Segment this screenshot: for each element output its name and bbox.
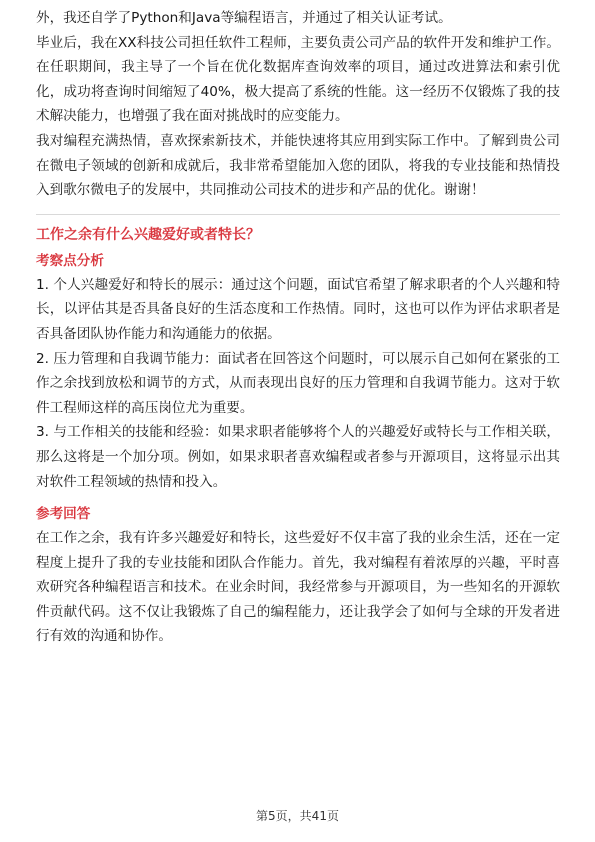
intro-paragraph-2: 毕业后，我在XX科技公司担任软件工程师，主要负责公司产品的软件开发和维护工作。在任职期间，我主导了一个旨在优化数据库查询效率的项目，通过改进算法和索引优化，成功将查询时间缩短了40%，极大提高了系统的性能。这一经历不仅锻炼了我的技术解决能力，也增强了我在面对挑战时的应变能力。 (36, 34, 560, 125)
document-page (36, 6, 560, 649)
intro-paragraph-3: 我对编程充满热情，喜欢探索新技术，并能快速将其应用到实际工作中。了解到贵公司在微电子领域的创新和成就后，我非常希望能加入您的团队，将我的专业技能和热情投入到歌尔微电子的发展中，共同推动公司技术的进步和产品的优化。谢谢！ (36, 132, 560, 199)
page-number-footer: 第5页，共41页 (256, 809, 339, 823)
answer-paragraph-1: 在工作之余，我有许多兴趣爱好和特长，这些爱好不仅丰富了我的业余生活，还在一定程度上提升了我的专业技能和团队合作能力。首先，我对编程有着浓厚的兴趣，平时喜欢研究各种编程语言和技术。在业余时间，我经常参与开源项目，为一些知名的开源软件贡献代码。这不仅让我锻炼了自己的编程能力，还让我学会了如何与全球的开发者进行有效的沟通和协作。 (36, 530, 560, 645)
analysis-point-3: 3. 与工作相关的技能和经验：如果求职者能够将个人的兴趣爱好或特长与工作相关联，那么这将是一个加分项。例如，如果求职者喜欢编程或者参与开源项目，这将显示出其对软件工程领域的热情和投入。 (36, 424, 560, 490)
intro-paragraph-1: 外，我还自学了Python和Java等编程语言，并通过了相关认证考试。 (36, 10, 452, 26)
analysis-point-1: 1. 个人兴趣爱好和特长的展示：通过这个问题，面试官希望了解求职者的个人兴趣和特长，以评估其是否具备良好的生活态度和工作热情。同时，这也可以作为评估求职者是否具备团队协作能力和沟通能力的依据。 (36, 276, 560, 342)
question-title: 工作之余有什么兴趣爱好或者特长？ (36, 226, 260, 243)
answer-heading: 参考回答 (36, 506, 91, 523)
section-divider (36, 214, 560, 215)
analysis-heading: 考察点分析 (36, 252, 104, 269)
analysis-point-2: 2. 压力管理和自我调节能力：面试者在回答这个问题时，可以展示自己如何在紧张的工作之余找到放松和调节的方式，从而表现出良好的压力管理和自我调节能力。这对于软件工程师这样的高压岗位尤为重要。 (36, 350, 560, 416)
